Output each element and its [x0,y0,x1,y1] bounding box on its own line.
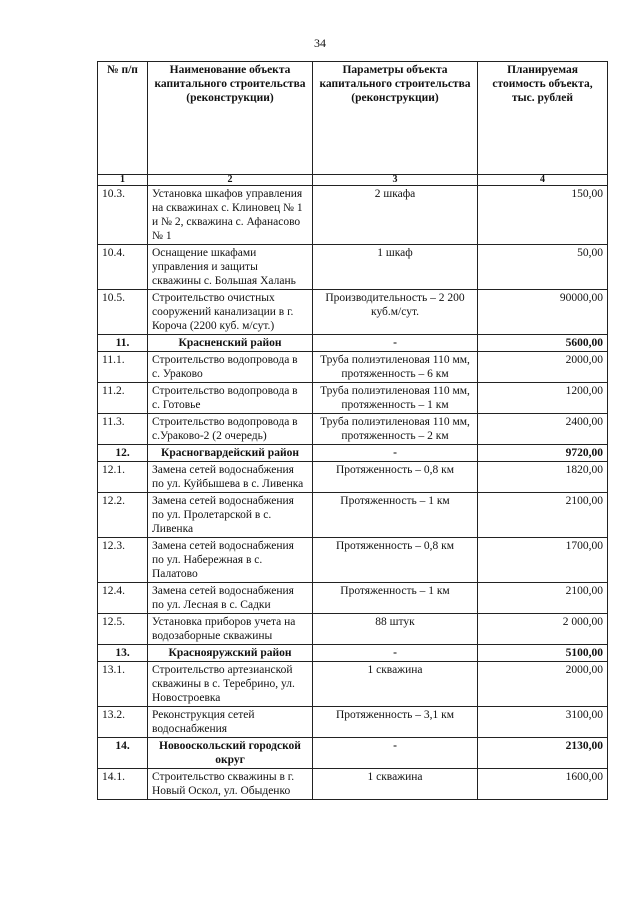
cell-name: Строительство водопровода в с. Ураково [148,352,313,383]
cell-cost: 2 000,00 [478,614,608,645]
cell-cost: 5600,00 [478,335,608,352]
cell-num: 13.1. [98,662,148,707]
table-row [98,614,608,645]
table-header-row [98,62,608,175]
cell-name: Строительство артезианской скважины в с. Теребрино, ул. Новостроевка [148,662,313,707]
cell-cost: 90000,00 [478,290,608,335]
cell-params: Протяженность – 1 км [313,583,478,614]
cell-num: 13.2. [98,707,148,738]
page-number: 34 [314,36,326,50]
cell-num: 10.5. [98,290,148,335]
table-row [98,493,608,538]
table-row [98,538,608,583]
cell-num: 11.3. [98,414,148,445]
cell-cost: 5100,00 [478,645,608,662]
cell-cost: 2000,00 [478,352,608,383]
cell-num: 12.2. [98,493,148,538]
cell-cost: 50,00 [478,245,608,290]
cell-name: Установка шкафов управления на скважинах с. Клиновец № 1 и № 2, скважина с. Афанасово № 1 [148,186,313,245]
cell-params: Протяженность – 0,8 км [313,462,478,493]
header-num: № п/п [98,62,148,175]
cell-params: - [313,645,478,662]
cell-num: 11. [98,335,148,352]
region-row [98,645,608,662]
cell-name: Строительство скважины в г. Новый Оскол, ул. Обыденко [148,769,313,800]
column-number: 2 [148,175,313,186]
cell-cost: 9720,00 [478,445,608,462]
cell-num: 12.4. [98,583,148,614]
cell-cost: 2400,00 [478,414,608,445]
cell-num: 11.2. [98,383,148,414]
table-row [98,662,608,707]
cell-params: 1 скважина [313,769,478,800]
cell-name: Установка приборов учета на водозаборные скважины [148,614,313,645]
cell-params: 1 шкаф [313,245,478,290]
cell-cost: 2100,00 [478,583,608,614]
table-row [98,583,608,614]
cell-name: Строительство очистных сооружений канализации в г. Короча (2200 куб. м/сут.) [148,290,313,335]
table-row [98,383,608,414]
cell-name: Красногвардейский район [148,445,313,462]
table-row [98,414,608,445]
cell-num: 12.3. [98,538,148,583]
cell-cost: 1600,00 [478,769,608,800]
cell-cost: 3100,00 [478,707,608,738]
cell-num: 13. [98,645,148,662]
cell-params: - [313,738,478,769]
column-number: 3 [313,175,478,186]
cell-name: Оснащение шкафами управления и защиты скважины с. Большая Халань [148,245,313,290]
cell-cost: 2130,00 [478,738,608,769]
region-row [98,335,608,352]
header-cost: Планируемая стоимость объекта, тыс. рублей [478,62,608,175]
cell-num: 12.1. [98,462,148,493]
cell-num: 12.5. [98,614,148,645]
cell-cost: 2100,00 [478,493,608,538]
cell-params: Труба полиэтиленовая 110 мм, протяженность – 6 км [313,352,478,383]
cell-num: 14.1. [98,769,148,800]
table-row [98,186,608,245]
cell-num: 11.1. [98,352,148,383]
column-number: 4 [478,175,608,186]
header-name: Наименование объекта капитального строительства (реконструкции) [148,62,313,175]
cell-name: Строительство водопровода в с.Ураково-2 (2 очередь) [148,414,313,445]
cell-params: Протяженность – 0,8 км [313,538,478,583]
column-number-row [98,175,608,186]
cell-name: Замена сетей водоснабжения по ул. Набережная в с. Палатово [148,538,313,583]
cell-params: 88 штук [313,614,478,645]
cell-params: - [313,445,478,462]
cell-name: Реконструкция сетей водоснабжения [148,707,313,738]
table-row [98,290,608,335]
cell-params: Труба полиэтиленовая 110 мм, протяженность – 2 км [313,414,478,445]
cell-name: Краснояружский район [148,645,313,662]
cell-cost: 1200,00 [478,383,608,414]
table-row [98,462,608,493]
table-row [98,707,608,738]
cell-params: 2 шкафа [313,186,478,245]
header-params: Параметры объекта капитального строительства (реконструкции) [313,62,478,175]
cell-name: Красненский район [148,335,313,352]
cell-cost: 2000,00 [478,662,608,707]
cell-num: 12. [98,445,148,462]
cell-name: Замена сетей водоснабжения по ул. Пролетарской в с. Ливенка [148,493,313,538]
cell-cost: 150,00 [478,186,608,245]
cell-params: - [313,335,478,352]
table-row [98,769,608,800]
cell-name: Замена сетей водоснабжения по ул. Лесная в с. Садки [148,583,313,614]
cell-num: 14. [98,738,148,769]
capital-construction-table [97,61,608,800]
cell-name: Строительство водопровода в с. Готовье [148,383,313,414]
cell-cost: 1820,00 [478,462,608,493]
table-row [98,245,608,290]
cell-name: Новооскольский городской округ [148,738,313,769]
cell-params: 1 скважина [313,662,478,707]
table-row [98,352,608,383]
cell-params: Труба полиэтиленовая 110 мм, протяженность – 1 км [313,383,478,414]
cell-params: Протяженность – 3,1 км [313,707,478,738]
cell-name: Замена сетей водоснабжения по ул. Куйбышева в с. Ливенка [148,462,313,493]
cell-cost: 1700,00 [478,538,608,583]
cell-num: 10.3. [98,186,148,245]
cell-num: 10.4. [98,245,148,290]
cell-params: Протяженность – 1 км [313,493,478,538]
cell-params: Производительность – 2 200 куб.м/сут. [313,290,478,335]
region-row [98,445,608,462]
column-number: 1 [98,175,148,186]
region-row [98,738,608,769]
